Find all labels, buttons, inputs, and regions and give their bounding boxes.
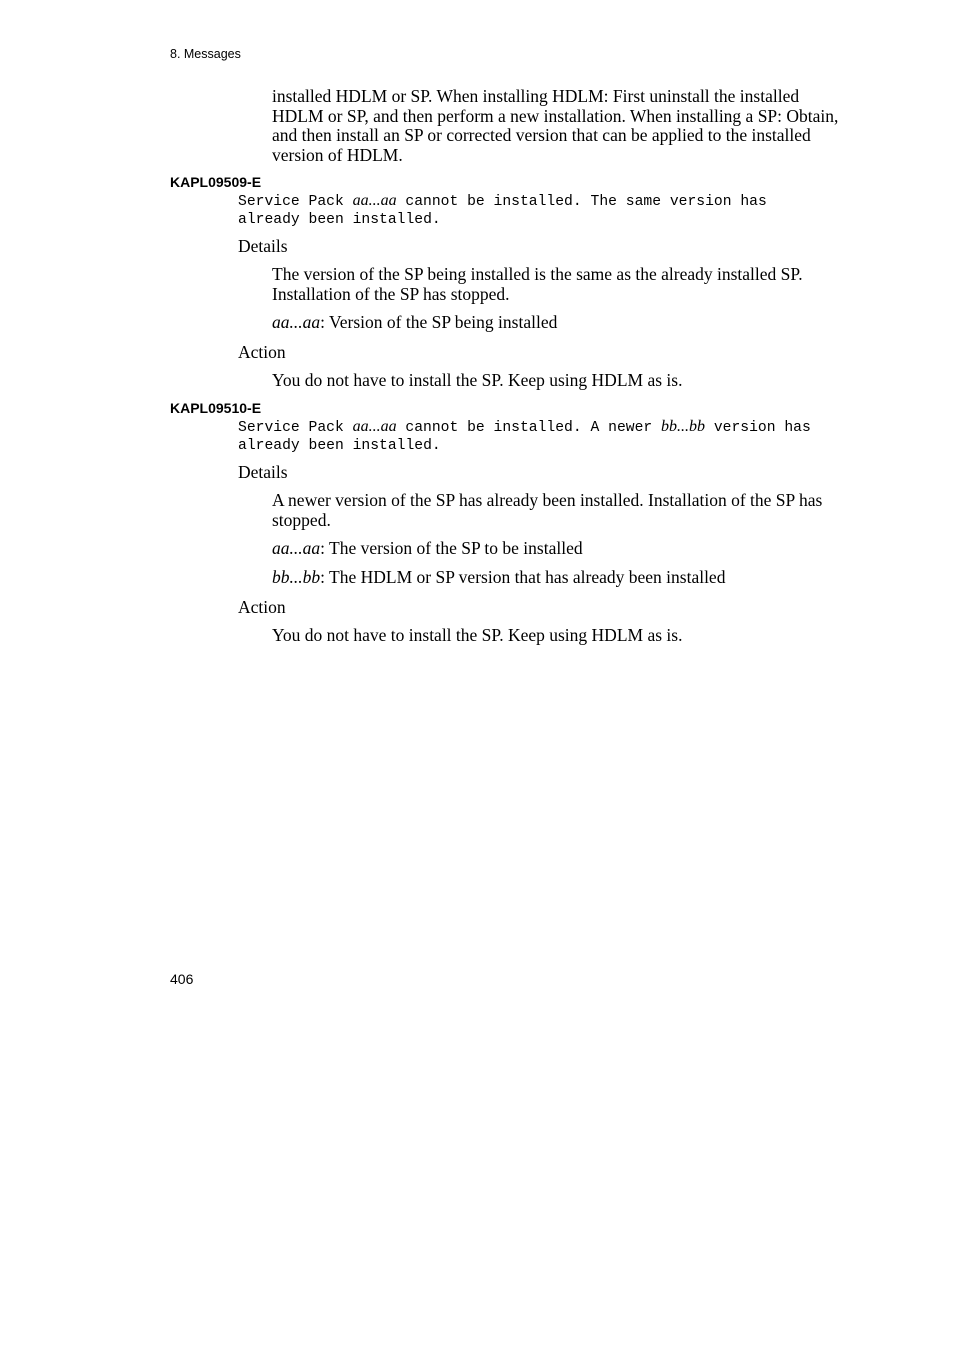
details-label: Details: [238, 462, 288, 482]
variable-desc: : The HDLM or SP version that has already been installed: [320, 567, 726, 587]
details-paragraph: The version of the SP being installed is the same as the already installed SP. Installation of the SP has stopped.: [272, 264, 803, 304]
message-id: KAPL09509-E: [170, 174, 262, 190]
action-paragraph: You do not have to install the SP. Keep using HDLM as is.: [272, 625, 683, 645]
variable-name: aa...aa: [272, 312, 321, 332]
message-variable: aa...aa: [352, 418, 397, 435]
variable-desc: : The version of the SP to be installed: [320, 538, 583, 558]
message-text-segment: cannot be installed. A newer: [396, 420, 662, 436]
message-text-line-2: already been installed.: [238, 438, 441, 454]
message-variable: bb...bb: [661, 418, 706, 435]
variable-description: [272, 539, 852, 559]
message-id: KAPL09510-E: [170, 400, 262, 416]
variable-name: aa...aa: [272, 538, 321, 558]
variable-description: [272, 313, 852, 333]
message-text: [238, 192, 858, 229]
continuation-paragraph: installed HDLM or SP. When installing HDLM: First uninstall the installed HDLM or SP, and then perform a new installation. When installing a SP: Obtain, and then install an SP or corrected version that can be applied to the installed version of HDLM.: [272, 86, 839, 165]
action-label: Action: [238, 597, 286, 617]
message-text-segment: version has: [705, 420, 811, 436]
details-paragraph: A newer version of the SP has already been installed. Installation of the SP has stopped.: [272, 490, 823, 530]
page-number: 406: [170, 971, 194, 987]
message-text-line-1: [238, 192, 858, 211]
message-text-segment: Service Pack: [238, 194, 353, 210]
action-paragraph: You do not have to install the SP. Keep using HDLM as is.: [272, 370, 683, 390]
variable-description: [272, 568, 852, 588]
message-text-segment: Service Pack: [238, 420, 353, 436]
details-label: Details: [238, 236, 288, 256]
variable-desc: : Version of the SP being installed: [320, 312, 558, 332]
action-label: Action: [238, 342, 286, 362]
message-text: [238, 418, 858, 455]
variable-name: bb...bb: [272, 567, 321, 587]
message-variable: aa...aa: [352, 192, 397, 209]
message-text-segment: cannot be installed. The same version has: [396, 194, 767, 210]
running-header: 8. Messages: [170, 47, 241, 61]
message-text-line-2: already been installed.: [238, 212, 441, 228]
message-text-line-1: [238, 418, 858, 437]
